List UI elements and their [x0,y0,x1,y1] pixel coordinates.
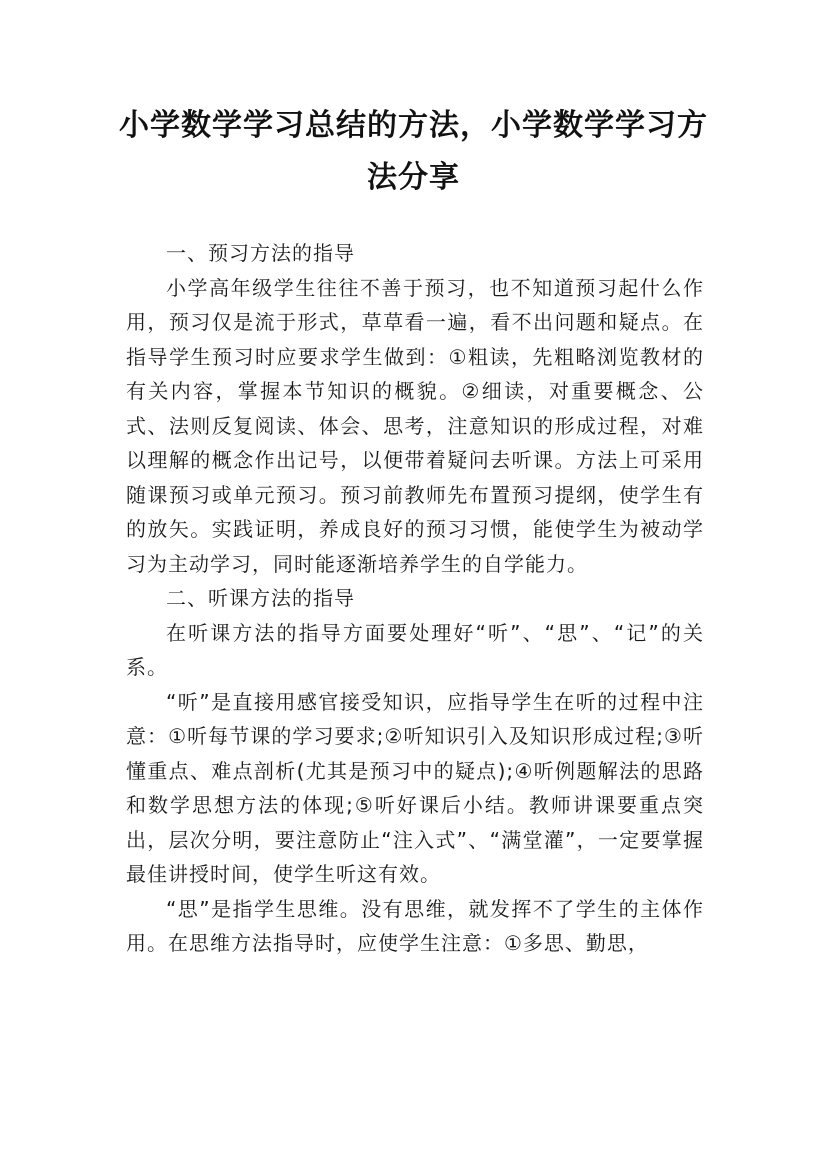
section-heading-preview: 一、预习方法的指导 [166,241,355,265]
section-heading-listening: 二、听课方法的指导 [166,586,355,610]
paragraph-preview-method: 小学高年级学生往往不善于预习，也不知道预习起什么作用，预习仅是流于形式，草草看一遍，看不出问题和疑点。在指导学生预习时应要求学生做到：①粗读，先粗略浏览教材的有关内容，掌握本节知识的概貌。②细读，对重要概念、公式、法则反复阅读、体会、思考，注意知识的形成过程，对难以理解的概念作出记号，以便带着疑问去听课。方法上可采用随课预习或单元预习。预习前教师先布置预习提纲，使学生有的放矢。实践证明，养成良好的预习习惯，能使学生为被动学习为主动学习，同时能逐渐培养学生的自学能力。 [126,275,704,576]
paragraph-listen: “听”是直接用感官接受知识，应指导学生在听的过程中注意：①听每节课的学习要求;②听知识引入及知识形成过程;③听懂重点、难点剖析(尤其是预习中的疑点);④听例题解法的思路和数学思想方法的体现;⑤听好课后小结。教师讲课要重点突出，层次分明，要注意防止“注入式”、“满堂灌”，一定要掌握最佳讲授时间，使学生听这有效。 [126,689,704,886]
paragraph-think: “思”是指学生思维。没有思维，就发挥不了学生的主体作用。在思维方法指导时，应使学生注意：①多思、勤思， [126,896,704,955]
document-body [126,236,704,961]
document-title: 小学数学学习总结的方法，小学数学学习方法分享 [119,108,708,195]
paragraph-listening-intro: 在听课方法的指导方面要处理好“听”、“思”、“记”的关系。 [126,620,704,679]
